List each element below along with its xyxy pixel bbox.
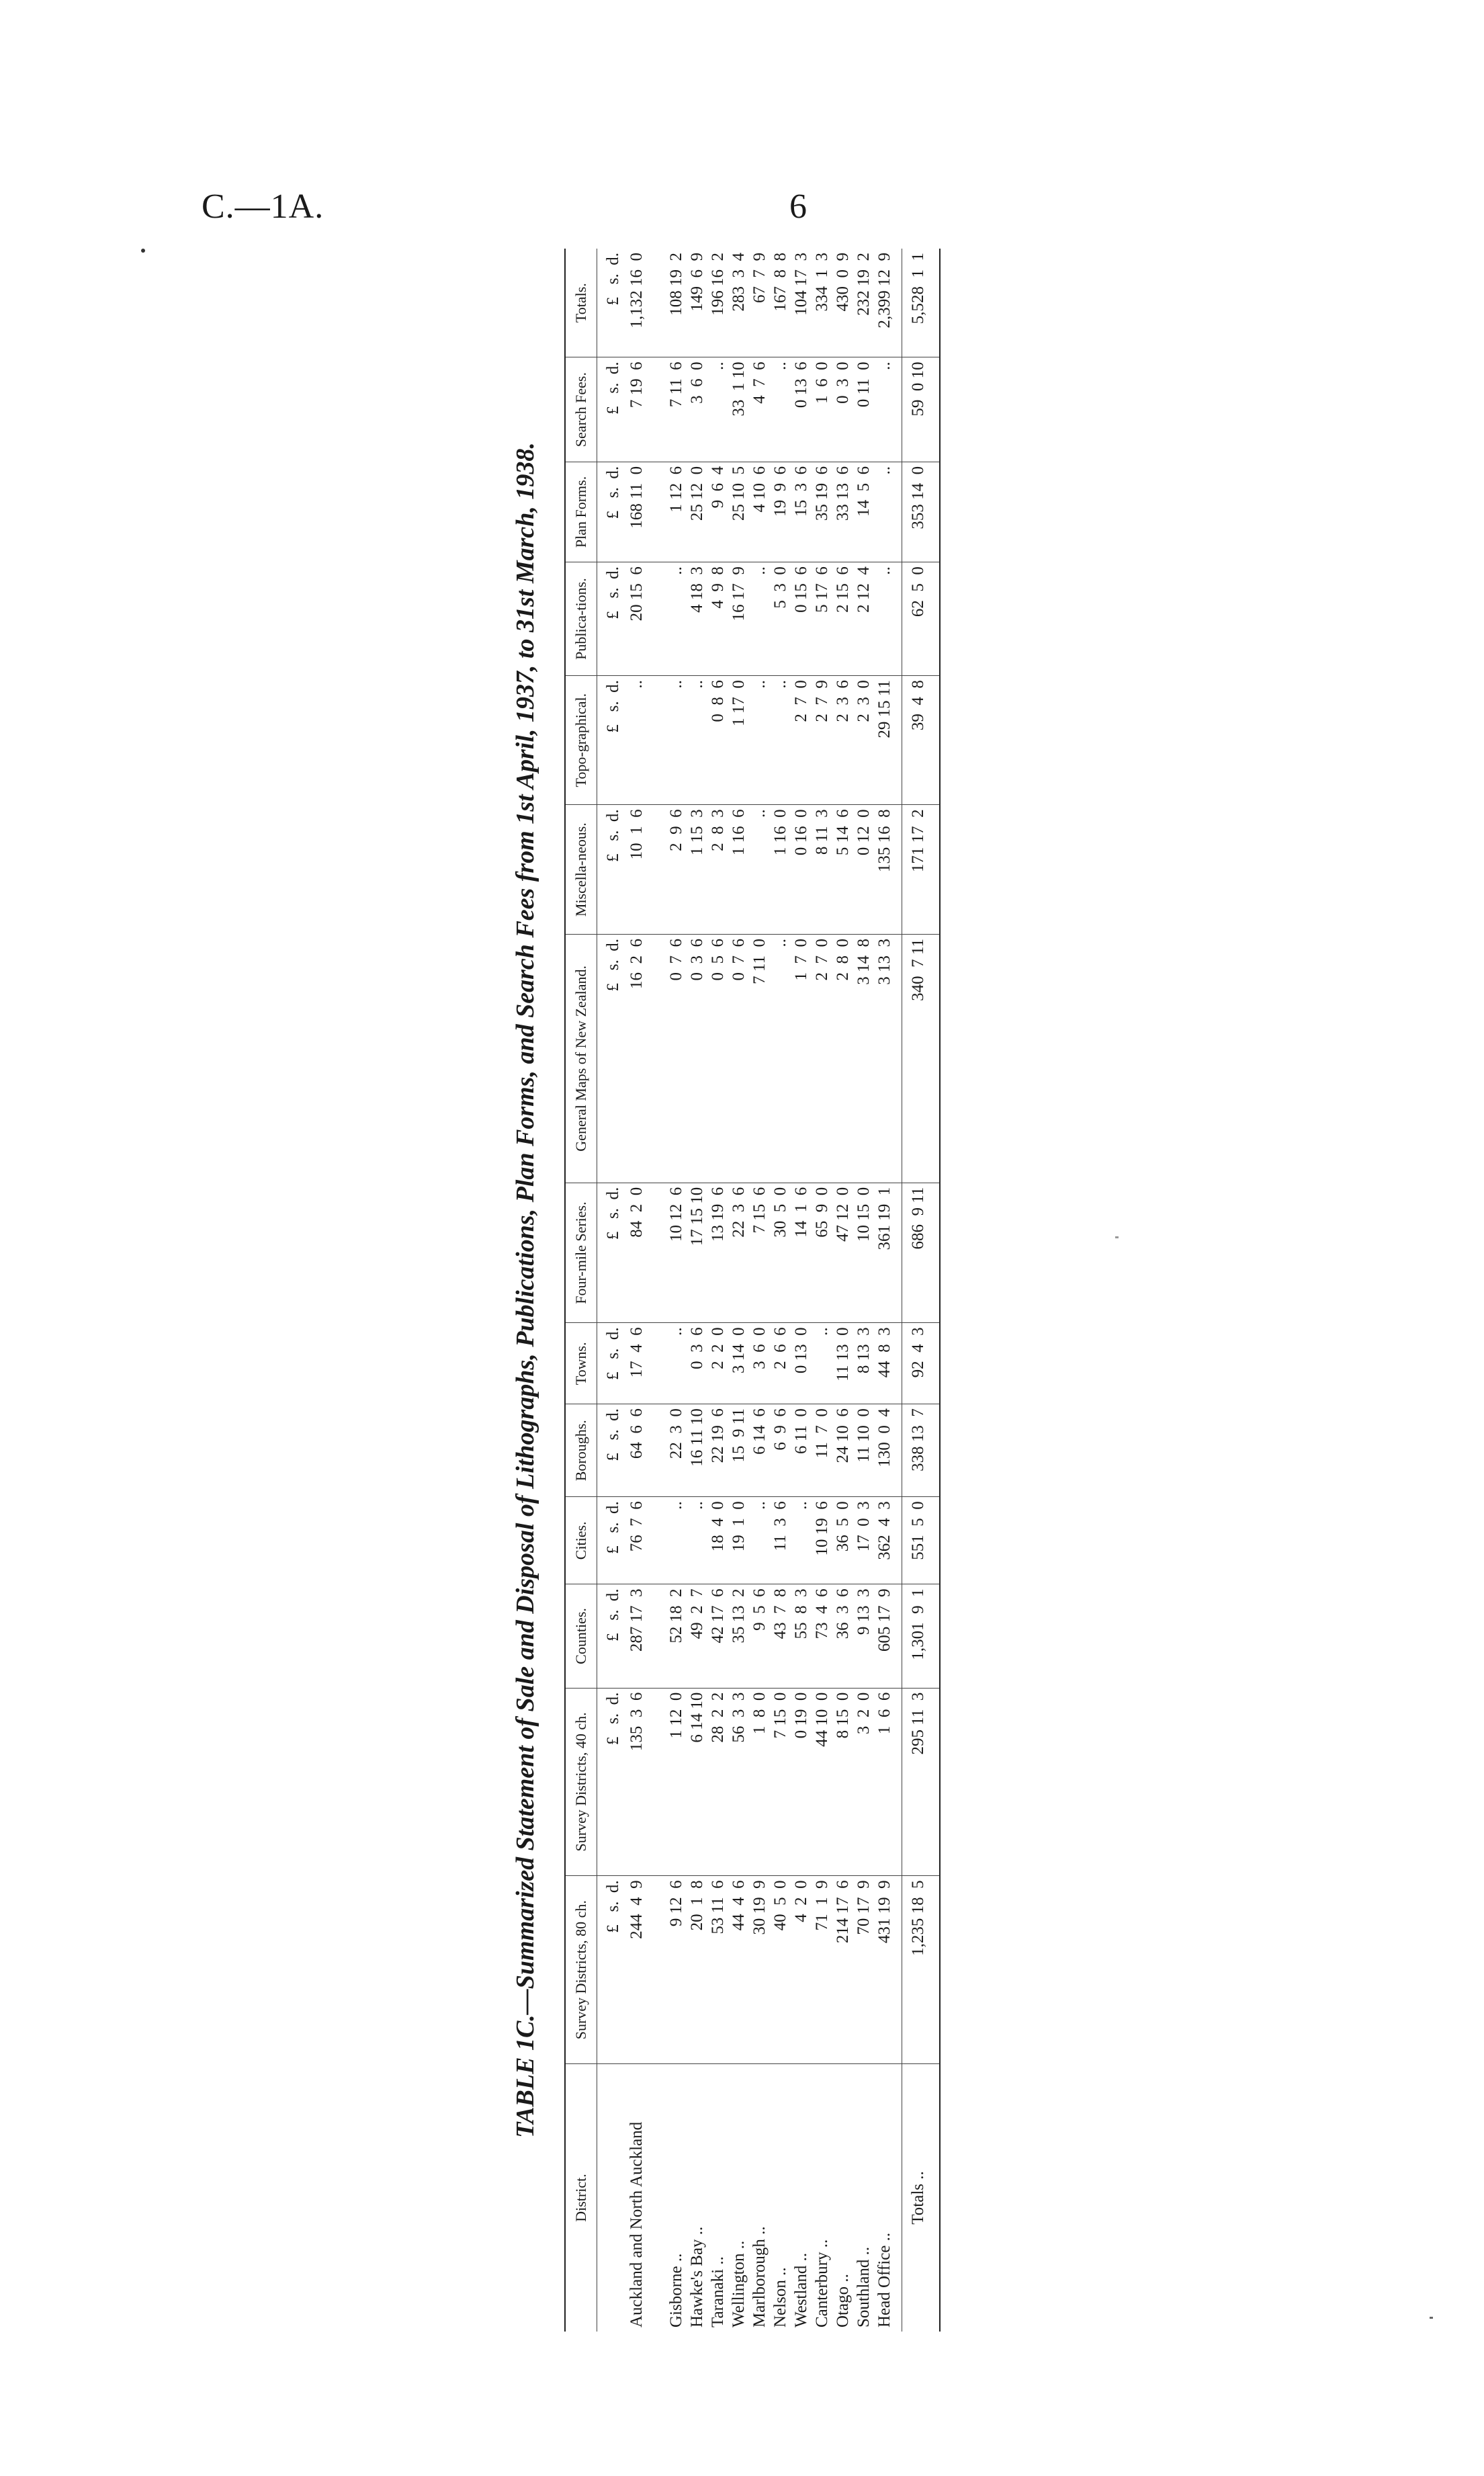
margin-mark — [1430, 2317, 1433, 2319]
totals-label: Totals .. — [902, 2064, 941, 2332]
table-row — [874, 249, 902, 2332]
table-cell: £ s. d. — [597, 676, 627, 805]
table-cell: .. — [626, 676, 666, 805]
total-cell: 92 4 3 — [902, 1323, 941, 1404]
table-cell: 67 7 9 — [749, 249, 770, 357]
table-cell: 0 19 0 — [791, 1688, 812, 1876]
table-cell: 3 14 8 — [853, 935, 874, 1183]
table-cell: 22 19 6 — [707, 1404, 728, 1497]
table-cell: £ s. d. — [597, 1404, 627, 1497]
margin-dot — [141, 249, 145, 253]
column-header: Topo-graphical. — [565, 676, 597, 805]
table-cell: 20 15 6 — [626, 562, 666, 676]
table-cell: 28 2 2 — [707, 1688, 728, 1876]
table-cell: 7 15 6 — [749, 1183, 770, 1323]
table-cell: 15 3 6 — [791, 462, 812, 562]
table-cell: £ s. d. — [597, 805, 627, 935]
total-cell: 338 13 7 — [902, 1404, 941, 1497]
table-cell: .. — [749, 676, 770, 805]
table-cell: 30 19 9 — [749, 1876, 770, 2064]
table-cell: .. — [874, 462, 902, 562]
table-cell: 43 7 8 — [770, 1584, 791, 1688]
table-cell: 14 5 6 — [853, 462, 874, 562]
column-header: Towns. — [565, 1323, 597, 1404]
table-cell: 2 9 6 — [666, 805, 687, 935]
table-cell: 19 9 6 — [770, 462, 791, 562]
column-header: Survey Districts, 80 ch. — [565, 1876, 597, 2064]
table-cell: 47 12 0 — [832, 1183, 853, 1323]
table-cell: 104 17 3 — [791, 249, 812, 357]
table-cell: 1 6 6 — [874, 1688, 902, 1876]
table-cell: 8 15 0 — [832, 1688, 853, 1876]
district-name: Westland .. — [792, 2252, 810, 2328]
table-cell: 18 4 0 — [707, 1497, 728, 1584]
table-cell: 1 16 0 — [770, 805, 791, 935]
table-cell: 11 13 0 — [832, 1323, 853, 1404]
units-row — [597, 249, 627, 2332]
table-cell: £ s. d. — [597, 249, 627, 357]
table-cell: 22 3 6 — [728, 1183, 749, 1323]
table-cell: 25 10 5 — [728, 462, 749, 562]
table-body — [597, 249, 941, 2332]
table-row — [728, 249, 749, 2332]
total-cell: 295 11 3 — [902, 1688, 941, 1876]
table-cell: 232 19 2 — [853, 249, 874, 357]
rotated-table-area — [511, 249, 1061, 2332]
table-caption: TABLE 1C.—Summarized Statement of Sale and Disposal of Lithographs, Publications, Plan Forms, and Search Fees from 1st April, 1937, to 31st March, 1938. — [511, 442, 539, 2138]
table-cell: 287 17 3 — [626, 1584, 666, 1688]
report-code: C.—1A. — [202, 187, 324, 226]
table-cell: 30 5 0 — [770, 1183, 791, 1323]
table-cell: 2 7 0 — [812, 935, 832, 1183]
table-cell: .. — [687, 1497, 707, 1584]
table-row — [853, 249, 874, 2332]
table-cell: £ s. d. — [597, 935, 627, 1183]
table-cell: 0 15 6 — [791, 562, 812, 676]
table-cell: 70 17 9 — [853, 1876, 874, 2064]
table-cell: 5 17 6 — [812, 562, 832, 676]
table-row — [707, 249, 728, 2332]
table-cell: 244 4 9 — [626, 1876, 666, 2064]
table-cell: 0 7 6 — [666, 935, 687, 1183]
column-header: Boroughs. — [565, 1404, 597, 1497]
table-cell: 1 17 0 — [728, 676, 749, 805]
table-cell: £ s. d. — [597, 1497, 627, 1584]
table-cell: 36 3 6 — [832, 1584, 853, 1688]
table-cell: £ s. d. — [597, 1323, 627, 1404]
table-cell: 8 13 3 — [853, 1323, 874, 1404]
table-cell: 2 6 6 — [770, 1323, 791, 1404]
table-cell: 16 11 10 — [687, 1404, 707, 1497]
table-cell: 2 7 9 — [812, 676, 832, 805]
table-cell: 2 12 4 — [853, 562, 874, 676]
table-cell: £ s. d. — [597, 1688, 627, 1876]
total-cell: 551 5 0 — [902, 1497, 941, 1584]
table-cell: 65 9 0 — [812, 1183, 832, 1323]
table-cell: .. — [707, 357, 728, 462]
table-cell: 0 13 0 — [791, 1323, 812, 1404]
table-cell: 2 15 6 — [832, 562, 853, 676]
district-name: Otago .. — [834, 2274, 852, 2328]
district-name: Canterbury .. — [813, 2239, 831, 2328]
table-cell: .. — [874, 562, 902, 676]
table-cell: 11 10 0 — [853, 1404, 874, 1497]
district-name: Gisborne .. — [667, 2253, 685, 2328]
table-cell: 9 5 6 — [749, 1584, 770, 1688]
table-cell: 7 19 6 — [626, 357, 666, 462]
table-cell: 167 8 8 — [770, 249, 791, 357]
table-cell: 71 1 9 — [812, 1876, 832, 2064]
table-row — [749, 249, 770, 2332]
table-cell: 52 18 2 — [666, 1584, 687, 1688]
total-cell: 171 17 2 — [902, 805, 941, 935]
table-cell: 362 4 3 — [874, 1497, 902, 1584]
header-row — [565, 249, 597, 2332]
table-cell: £ s. d. — [597, 1183, 627, 1323]
table-cell: 149 6 9 — [687, 249, 707, 357]
total-cell: 1,235 18 5 — [902, 1876, 941, 2064]
table-row — [832, 249, 853, 2332]
table-cell: 0 16 0 — [791, 805, 812, 935]
table-cell: 0 5 6 — [707, 935, 728, 1183]
fees-table — [564, 249, 941, 2332]
table-cell: 64 6 6 — [626, 1404, 666, 1497]
table-cell: 20 1 8 — [687, 1876, 707, 2064]
table-cell: 6 14 6 — [749, 1404, 770, 1497]
table-cell: .. — [812, 1323, 832, 1404]
district-name: Southland .. — [855, 2246, 873, 2328]
total-cell: 686 9 11 — [902, 1183, 941, 1323]
total-cell: 340 7 11 — [902, 935, 941, 1183]
table-cell: 33 1 10 — [728, 357, 749, 462]
table-cell: .. — [791, 1497, 812, 1584]
table-cell: 22 3 0 — [666, 1404, 687, 1497]
table-cell: 3 6 0 — [749, 1323, 770, 1404]
table-cell: 19 1 0 — [728, 1497, 749, 1584]
column-header: General Maps of New Zealand. — [565, 935, 597, 1183]
table-cell: 0 3 6 — [687, 935, 707, 1183]
table-cell: 1 15 3 — [687, 805, 707, 935]
table-cell: 0 7 6 — [728, 935, 749, 1183]
table-cell: 2,399 12 9 — [874, 249, 902, 357]
column-header: Survey Districts, 40 ch. — [565, 1688, 597, 1876]
table-cell: £ s. d. — [597, 1876, 627, 2064]
column-header: Totals. — [565, 249, 597, 357]
table-cell: 1,132 16 0 — [626, 249, 666, 357]
table-cell: 10 19 6 — [812, 1497, 832, 1584]
table-cell: 5 3 0 — [770, 562, 791, 676]
table-cell: 24 10 6 — [832, 1404, 853, 1497]
table-cell: 2 7 0 — [791, 676, 812, 805]
totals-row — [902, 249, 941, 2332]
table-cell: 0 8 6 — [707, 676, 728, 805]
table-cell: .. — [770, 935, 791, 1183]
table-cell: 0 3 0 — [832, 357, 853, 462]
table-cell: 13 19 6 — [707, 1183, 728, 1323]
table-cell: £ s. d. — [597, 1584, 627, 1688]
table-cell: 1 7 0 — [791, 935, 812, 1183]
table-cell: 16 17 9 — [728, 562, 749, 676]
column-header: Cities. — [565, 1497, 597, 1584]
table-cell: .. — [749, 805, 770, 935]
district-name: Hawke's Bay .. — [688, 2226, 706, 2328]
table-cell: 84 2 0 — [626, 1183, 666, 1323]
table-cell: 3 13 3 — [874, 935, 902, 1183]
table-cell: 40 5 0 — [770, 1876, 791, 2064]
table-row — [770, 249, 791, 2332]
table-cell: 4 18 3 — [687, 562, 707, 676]
table-cell: 36 5 0 — [832, 1497, 853, 1584]
table-cell: 73 4 6 — [812, 1584, 832, 1688]
table-cell: 17 4 6 — [626, 1323, 666, 1404]
table-cell: 10 12 6 — [666, 1183, 687, 1323]
table-cell: 130 0 4 — [874, 1404, 902, 1497]
table-cell: .. — [666, 676, 687, 805]
district-name: Marlborough .. — [750, 2226, 769, 2328]
column-header: District. — [565, 2064, 597, 2332]
table-cell: .. — [874, 357, 902, 462]
table-cell: 44 4 6 — [728, 1876, 749, 2064]
table-cell: 7 11 0 — [749, 935, 770, 1183]
table-cell: 56 3 3 — [728, 1688, 749, 1876]
table-cell: 5 14 6 — [832, 805, 853, 935]
page-number: 6 — [789, 187, 807, 226]
column-header: Publica-tions. — [565, 562, 597, 676]
table-cell: .. — [749, 1497, 770, 1584]
table-cell: 6 14 10 — [687, 1688, 707, 1876]
table-cell: 15 9 11 — [728, 1404, 749, 1497]
table-cell: 6 9 6 — [770, 1404, 791, 1497]
column-header: Counties. — [565, 1584, 597, 1688]
table-row — [791, 249, 812, 2332]
table-cell: .. — [666, 1497, 687, 1584]
district-name: Wellington .. — [730, 2240, 748, 2328]
table-row — [666, 249, 687, 2332]
total-cell: 62 5 0 — [902, 562, 941, 676]
table-row — [812, 249, 832, 2332]
total-cell: 353 14 0 — [902, 462, 941, 562]
table-cell: 35 13 2 — [728, 1584, 749, 1688]
table-cell: 1 6 0 — [812, 357, 832, 462]
table-cell: 29 15 11 — [874, 676, 902, 805]
table-cell: 605 17 9 — [874, 1584, 902, 1688]
column-header: Four-mile Series. — [565, 1183, 597, 1323]
table-cell: 42 17 6 — [707, 1584, 728, 1688]
table-cell: 135 16 8 — [874, 805, 902, 935]
table-cell: 196 16 2 — [707, 249, 728, 357]
table-cell: 35 19 6 — [812, 462, 832, 562]
table-cell: 9 13 3 — [853, 1584, 874, 1688]
table-cell: 9 6 4 — [707, 462, 728, 562]
table-cell: £ s. d. — [597, 357, 627, 462]
table-cell: 4 10 6 — [749, 462, 770, 562]
table-cell: 1 12 6 — [666, 462, 687, 562]
table-cell: 108 19 2 — [666, 249, 687, 357]
table-cell: 7 15 0 — [770, 1688, 791, 1876]
table-cell: 283 3 4 — [728, 249, 749, 357]
table-cell: 1 16 6 — [728, 805, 749, 935]
total-cell: 39 4 8 — [902, 676, 941, 805]
table-cell: 44 10 0 — [812, 1688, 832, 1876]
table-cell: .. — [666, 1323, 687, 1404]
total-cell: 5,528 1 1 — [902, 249, 941, 357]
table-cell: 4 7 6 — [749, 357, 770, 462]
table-cell: 7 11 6 — [666, 357, 687, 462]
table-cell: 135 3 6 — [626, 1688, 666, 1876]
table-cell: 3 6 0 — [687, 357, 707, 462]
district-name: Nelson .. — [771, 2267, 789, 2328]
table-cell: £ s. d. — [597, 562, 627, 676]
table-cell: 2 3 6 — [832, 676, 853, 805]
table-cell: 11 3 6 — [770, 1497, 791, 1584]
table-cell: 3 14 0 — [728, 1323, 749, 1404]
table-cell: 10 1 6 — [626, 805, 666, 935]
table-cell: 4 9 8 — [707, 562, 728, 676]
table-cell: 2 8 3 — [707, 805, 728, 935]
table-row — [687, 249, 707, 2332]
table-cell: 4 2 0 — [791, 1876, 812, 2064]
table-cell: 0 11 0 — [853, 357, 874, 462]
table-cell: 17 0 3 — [853, 1497, 874, 1584]
district-name: Auckland and North Auckland — [627, 2121, 646, 2328]
table-cell: 1 12 0 — [666, 1688, 687, 1876]
table-cell: 430 0 9 — [832, 249, 853, 357]
table-cell: 33 13 6 — [832, 462, 853, 562]
total-cell: 1,301 9 1 — [902, 1584, 941, 1688]
table-cell: 10 15 0 — [853, 1183, 874, 1323]
table-cell: 11 7 0 — [812, 1404, 832, 1497]
table-cell: £ s. d. — [597, 462, 627, 562]
column-header: Plan Forms. — [565, 462, 597, 562]
district-name: Head Office .. — [875, 2232, 893, 2328]
table-cell: .. — [666, 562, 687, 676]
table-cell: 55 8 3 — [791, 1584, 812, 1688]
table-cell: 17 15 10 — [687, 1183, 707, 1323]
table-cell: 334 1 3 — [812, 249, 832, 357]
table-cell: .. — [749, 562, 770, 676]
table-cell: 0 13 6 — [791, 357, 812, 462]
table-cell: .. — [770, 357, 791, 462]
total-cell: 59 0 10 — [902, 357, 941, 462]
table-cell: 9 12 6 — [666, 1876, 687, 2064]
table-cell: 2 8 0 — [832, 935, 853, 1183]
column-header: Search Fees. — [565, 357, 597, 462]
table-cell: 53 11 6 — [707, 1876, 728, 2064]
table-cell: 2 2 0 — [707, 1323, 728, 1404]
table-cell: .. — [770, 676, 791, 805]
table-cell: 44 8 3 — [874, 1323, 902, 1404]
margin-mark — [1115, 1236, 1119, 1238]
table-cell: 14 1 6 — [791, 1183, 812, 1323]
table-cell: 76 7 6 — [626, 1497, 666, 1584]
table-cell: 6 11 0 — [791, 1404, 812, 1497]
table-cell: 8 11 3 — [812, 805, 832, 935]
table-cell: 214 17 6 — [832, 1876, 853, 2064]
table-cell: 1 8 0 — [749, 1688, 770, 1876]
table-cell — [597, 2064, 627, 2332]
table-row — [626, 249, 666, 2332]
table-cell: 25 12 0 — [687, 462, 707, 562]
table-cell: 2 3 0 — [853, 676, 874, 805]
district-name: Taranaki .. — [709, 2256, 727, 2328]
table-cell: 0 12 0 — [853, 805, 874, 935]
table-cell: 49 2 7 — [687, 1584, 707, 1688]
table-cell: .. — [687, 676, 707, 805]
table-cell: 16 2 6 — [626, 935, 666, 1183]
table-cell: 431 19 9 — [874, 1876, 902, 2064]
table-cell: 361 19 1 — [874, 1183, 902, 1323]
column-header: Miscella-neous. — [565, 805, 597, 935]
table-cell: 3 2 0 — [853, 1688, 874, 1876]
table-cell: 168 11 0 — [626, 462, 666, 562]
table-cell: 0 3 6 — [687, 1323, 707, 1404]
